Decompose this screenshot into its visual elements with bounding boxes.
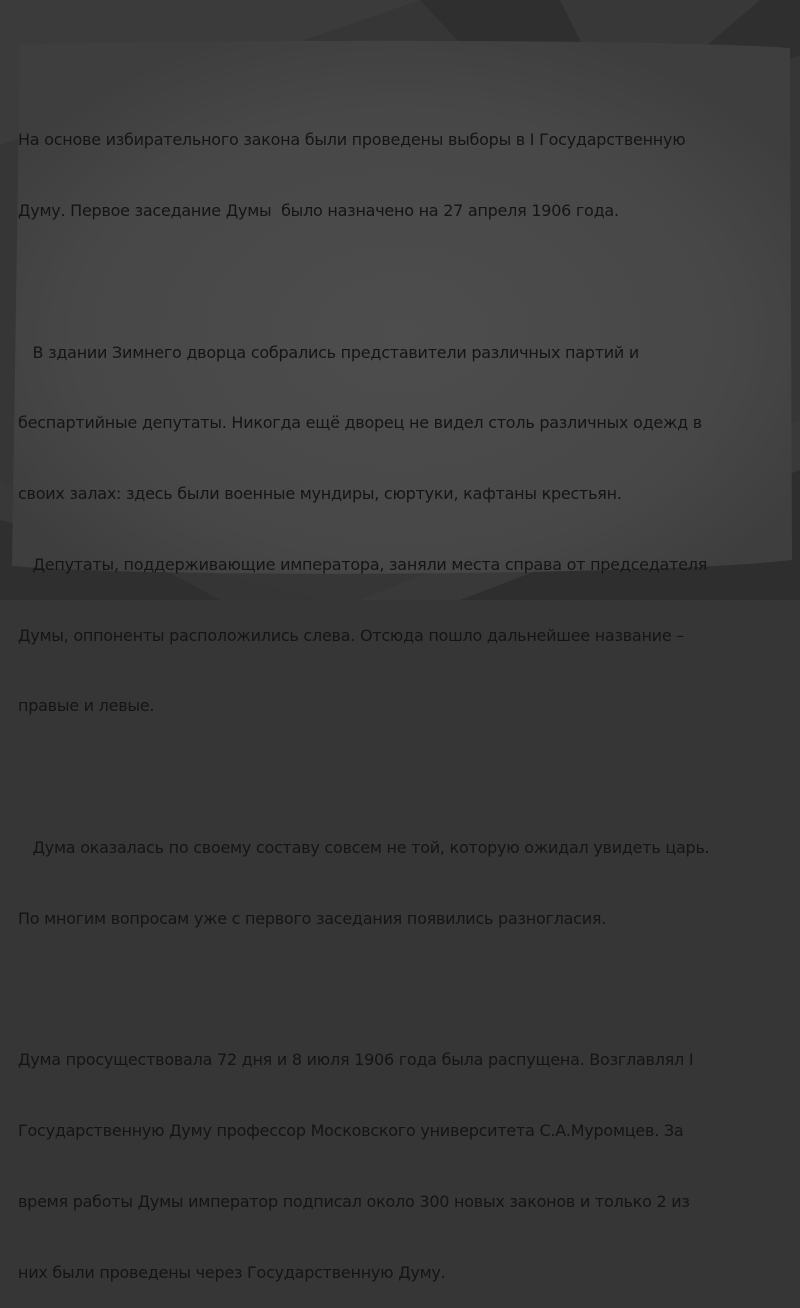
- text-line: [18, 765, 788, 789]
- text-line: По многим вопросам уже с первого заседания появились разногласия.: [18, 908, 607, 928]
- text-line: Дума оказалась по своему составу совсем не той, которую ожидал увидеть царь.: [18, 838, 710, 857]
- text-line: правые и левые.: [18, 696, 155, 716]
- text-line: [18, 978, 788, 1002]
- text-line: [18, 270, 788, 294]
- text-line: В здании Зимнего дворца собрались представители различных партий и: [18, 342, 640, 362]
- slide-body-text: [18, 81, 788, 1308]
- text-line: них были проведены через Государственную Думу.: [18, 1262, 446, 1282]
- text-line: На основе избирательного закона были проведены выборы в I Государственную: [18, 130, 686, 150]
- text-line: Думы, оппоненты расположились слева. Отсюда пошло дальнейшее название –: [18, 625, 685, 645]
- text-line: Дума просуществовала 72 дня и 8 июля 1906 года была распущена. Возглавлял I: [18, 1050, 694, 1070]
- text-line: Думу. Первое заседание Думы было назначено на 27 апреля 1906 года.: [18, 200, 619, 220]
- text-line: своих залах: здесь были военные мундиры, сюртуки, кафтаны крестьян.: [18, 484, 622, 504]
- text-line: Депутаты, поддерживающие императора, заняли места справа от председателя: [18, 554, 708, 574]
- text-line: время работы Думы император подписал около 300 новых законов и только 2 из: [18, 1191, 690, 1211]
- text-line: Государственную Думу профессор Московского университета С.А.Муромцев. За: [18, 1121, 684, 1141]
- text-line: беспартийные депутаты. Никогда ещё дворец не видел столь различных одежд в: [18, 413, 702, 433]
